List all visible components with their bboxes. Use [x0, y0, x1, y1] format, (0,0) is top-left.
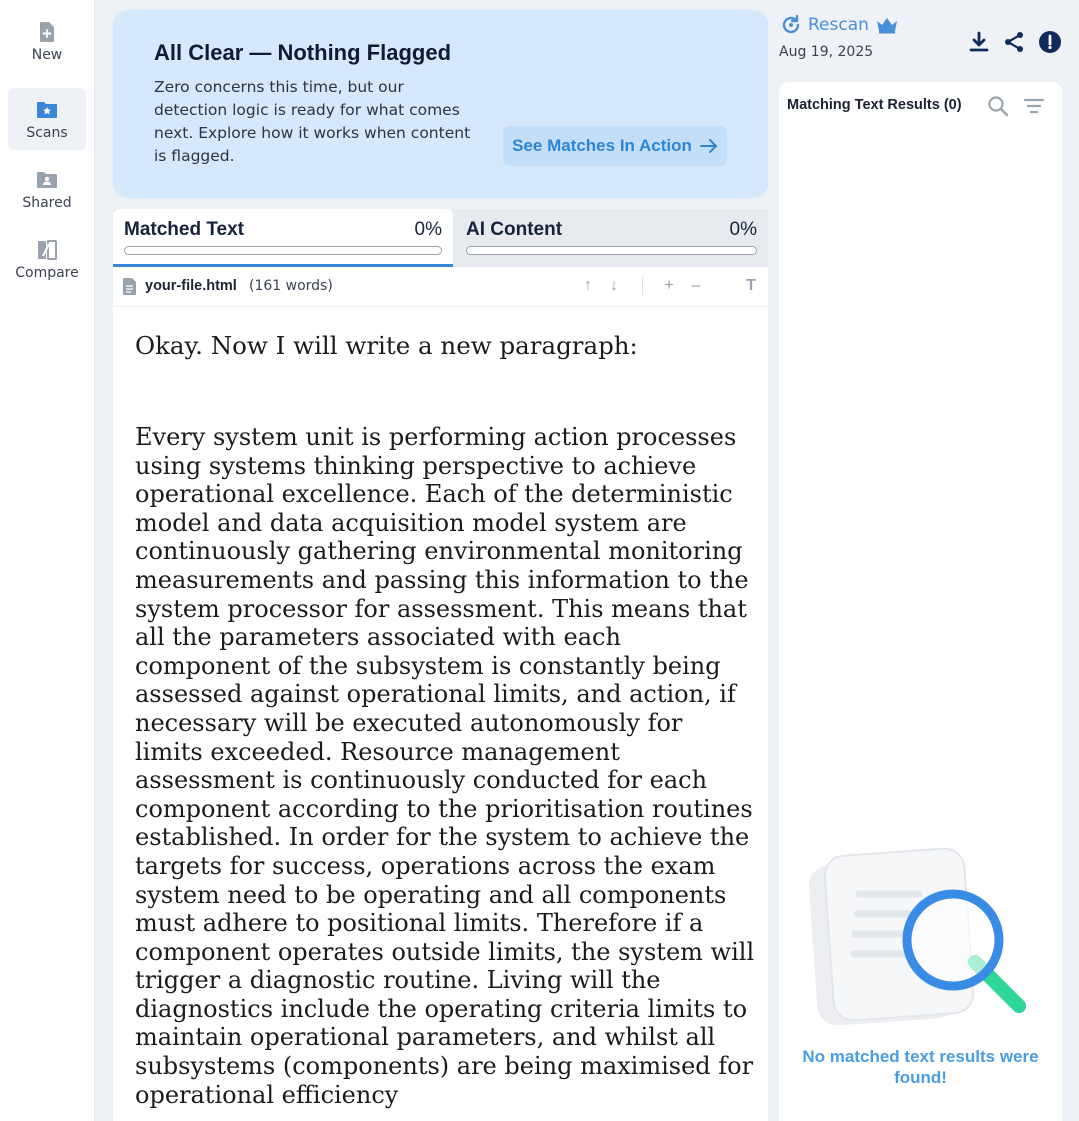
sidebar-item-scans[interactable] [8, 88, 86, 150]
all-clear-banner [113, 10, 768, 198]
banner-title: All Clear — Nothing Flagged [154, 40, 452, 65]
toolbar-divider [642, 277, 643, 295]
banner-text: Zero concerns this time, but our detection logic is ready for what comes next. Explore how it works when content is flagged. [154, 78, 471, 165]
compare-icon [35, 238, 59, 262]
scan-date: Aug 19, 2025 [779, 44, 874, 60]
matched-text-progress-bar [124, 246, 442, 255]
download-icon[interactable] [967, 30, 991, 54]
document-paragraph: Every system unit is performing action processes using systems thinking perspective to achieve operational excellence. Each of the deterministic model and data acquisition model system are continuously gathering environmental monitoring measurements and passing this information to the system processor for assessment. This means that all the parameters associated with each component of the subsystem is constantly being assessed against operational limits, and action, if necessary will be executed autonomously for limits exceeded. Resource management assessment is continuously conducted for each component according to the prioritisation routines established. In order for the system to achieve the targets for success, operations across the exam system need to be operating and all components must adhere to positional limits. Therefore if a component operates outside limits, the system will trigger a diagnostic routine. Living will the diagnostics include the operating criteria limits to maintain operational parameters, and whilst all subsystems (components) are being maximised for operational efficiency [135, 423, 755, 1109]
share-icon[interactable] [1002, 30, 1026, 54]
alert-icon[interactable] [1038, 30, 1062, 54]
results-title: Matching Text Results (0) [787, 97, 962, 113]
ai-content-progress-bar [466, 246, 757, 255]
document-paragraph: Okay. Now I will write a new paragraph: [135, 331, 638, 360]
arrow-right-icon [700, 139, 718, 153]
rescan-button[interactable] [780, 14, 899, 36]
refresh-icon [780, 14, 802, 36]
filter-icon[interactable] [1023, 95, 1045, 117]
tab-ai-content[interactable] [455, 209, 768, 267]
tab-percent: 0% [414, 219, 442, 240]
zoom-in-icon[interactable]: + [664, 277, 674, 294]
zoom-out-icon[interactable]: – [691, 277, 701, 294]
file-plus-icon [35, 20, 59, 44]
arrow-down-icon[interactable]: ↓ [610, 277, 618, 294]
file-name: your-file.html [145, 278, 237, 294]
document-viewer [113, 307, 768, 1121]
sidebar [0, 0, 95, 1121]
see-matches-button[interactable] [503, 126, 727, 166]
sidebar-item-new[interactable] [8, 10, 86, 72]
empty-results-message: No matched text results were found! [802, 1047, 1039, 1087]
crown-icon [875, 16, 899, 34]
file-toolbar [113, 267, 768, 307]
see-matches-label: See Matches In Action [512, 136, 692, 155]
tab-title: Matched Text [124, 219, 245, 240]
tab-title: AI Content [466, 219, 563, 240]
sidebar-item-label: Compare [15, 264, 79, 281]
folder-user-icon [35, 168, 59, 192]
search-icon[interactable] [987, 95, 1009, 117]
no-results-illustration [807, 844, 1037, 1034]
document-icon [123, 278, 137, 295]
tab-matched-text[interactable] [113, 209, 453, 267]
sidebar-item-shared[interactable] [8, 158, 86, 220]
sidebar-item-label: Scans [26, 124, 68, 141]
tab-percent: 0% [729, 219, 757, 240]
arrow-up-icon[interactable]: ↑ [584, 277, 592, 294]
rescan-label: Rescan [808, 15, 869, 35]
sidebar-item-label: Shared [22, 194, 72, 211]
sidebar-item-compare[interactable] [8, 228, 86, 290]
results-panel [779, 82, 1062, 1121]
sidebar-item-label: New [31, 46, 63, 63]
folder-star-icon [35, 98, 59, 122]
word-count: (161 words) [249, 278, 333, 294]
score-tabs [113, 209, 768, 267]
text-format-icon[interactable]: T [746, 277, 756, 294]
